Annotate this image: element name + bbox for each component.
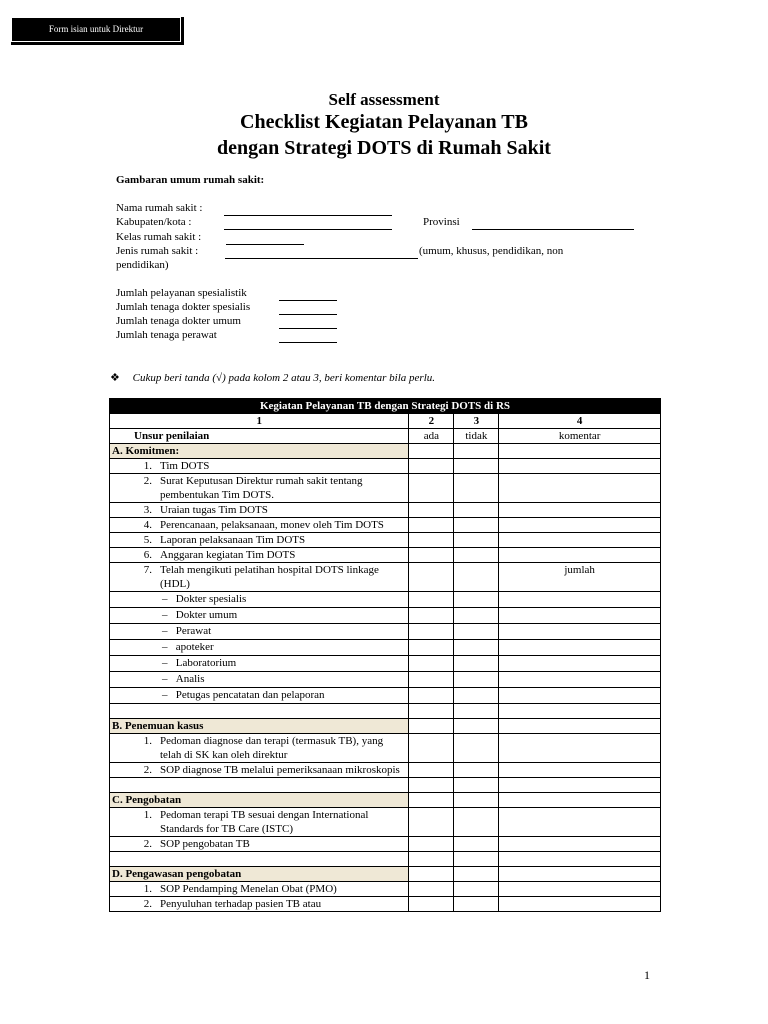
table-row: 2. Penyuluhan terhadap pasien TB atau bbox=[110, 897, 661, 912]
title-line-1: Self assessment bbox=[328, 90, 440, 109]
sub-item-label: Laboratorium bbox=[175, 657, 237, 669]
comment-cell[interactable] bbox=[499, 837, 661, 852]
table-header-row bbox=[110, 399, 661, 414]
table-row: 2. SOP pengobatan TB bbox=[110, 837, 661, 852]
check-ada[interactable] bbox=[409, 882, 454, 897]
section-row bbox=[110, 719, 661, 734]
comment-cell[interactable] bbox=[499, 672, 661, 688]
check-tidak[interactable] bbox=[454, 808, 499, 837]
item-label: SOP Pendamping Menelan Obat (PMO) bbox=[160, 883, 337, 895]
kabupaten-label: Kabupaten/kota : bbox=[116, 216, 192, 228]
sub-item-row: – Analis bbox=[110, 672, 661, 688]
check-tidak[interactable] bbox=[454, 444, 499, 459]
check-tidak[interactable] bbox=[454, 688, 499, 704]
check-ada[interactable] bbox=[409, 444, 454, 459]
section-b-heading: B. Penemuan kasus bbox=[110, 719, 409, 734]
nama-field[interactable] bbox=[224, 202, 392, 216]
table-row: 2. SOP diagnose TB melalui pemeriksanaan mikroskopis bbox=[110, 763, 661, 778]
table-row: 5. Laporan pelaksanaan Tim DOTS bbox=[110, 533, 661, 548]
check-tidak[interactable] bbox=[454, 548, 499, 563]
comment-cell[interactable] bbox=[499, 763, 661, 778]
sub-item-row: – Perawat bbox=[110, 624, 661, 640]
check-ada[interactable] bbox=[409, 688, 454, 704]
check-tidak[interactable] bbox=[454, 837, 499, 852]
item-label: Laporan pelaksanaan Tim DOTS bbox=[160, 534, 306, 546]
comment-cell[interactable] bbox=[499, 688, 661, 704]
sub-item-label: Perawat bbox=[175, 625, 212, 637]
provinsi-label: Provinsi bbox=[423, 216, 460, 228]
comment-cell[interactable] bbox=[499, 608, 661, 624]
sub-item-row: – Laboratorium bbox=[110, 656, 661, 672]
table-row: 7. Telah mengikuti pelatihan hospital DOTS linkage (HDL) jumlah bbox=[110, 563, 661, 592]
sub-item-row: – Petugas pencatatan dan pelaporan bbox=[110, 688, 661, 704]
check-tidak[interactable] bbox=[454, 624, 499, 640]
check-ada[interactable] bbox=[409, 763, 454, 778]
jumlah-label: jumlah bbox=[499, 563, 661, 592]
page-number: 1 bbox=[644, 968, 650, 982]
check-ada[interactable] bbox=[409, 656, 454, 672]
section-c-heading: C. Pengobatan bbox=[110, 793, 409, 808]
check-tidak[interactable] bbox=[454, 672, 499, 688]
col-unsur-label: Unsur penilaian bbox=[110, 429, 409, 444]
empty-row bbox=[110, 778, 661, 793]
check-ada[interactable] bbox=[409, 624, 454, 640]
check-tidak[interactable] bbox=[454, 459, 499, 474]
check-tidak[interactable] bbox=[454, 503, 499, 518]
sub-item-label: Analis bbox=[175, 673, 205, 685]
check-ada[interactable] bbox=[409, 548, 454, 563]
instruction-note bbox=[110, 371, 435, 384]
comment-cell[interactable] bbox=[499, 719, 661, 734]
col-tidak-label: tidak bbox=[454, 429, 499, 444]
check-ada[interactable] bbox=[409, 640, 454, 656]
sub-item-row: – Dokter umum bbox=[110, 608, 661, 624]
check-tidak[interactable] bbox=[454, 640, 499, 656]
jumlah-perawat-field[interactable] bbox=[279, 329, 337, 343]
comment-cell[interactable] bbox=[499, 548, 661, 563]
col-4-number: 4 bbox=[499, 414, 661, 429]
check-tidak[interactable] bbox=[454, 563, 499, 592]
jumlah-dokter-umum-label: Jumlah tenaga dokter umum bbox=[116, 315, 241, 327]
comment-cell[interactable] bbox=[499, 459, 661, 474]
check-ada[interactable] bbox=[409, 459, 454, 474]
check-tidak[interactable] bbox=[454, 608, 499, 624]
column-number-row bbox=[110, 414, 661, 429]
comment-cell[interactable] bbox=[499, 882, 661, 897]
jumlah-dokter-umum-field[interactable] bbox=[279, 315, 337, 329]
check-tidak[interactable] bbox=[454, 533, 499, 548]
check-tidak[interactable] bbox=[454, 656, 499, 672]
section-row bbox=[110, 867, 661, 882]
col-1-number: 1 bbox=[110, 414, 409, 429]
check-ada[interactable] bbox=[409, 808, 454, 837]
comment-cell[interactable] bbox=[499, 808, 661, 837]
item-label: Tim DOTS bbox=[160, 460, 210, 472]
section-a-heading: A. Komitmen: bbox=[110, 444, 409, 459]
comment-cell[interactable] bbox=[499, 503, 661, 518]
check-tidak[interactable] bbox=[454, 882, 499, 897]
nama-label: Nama rumah sakit : bbox=[116, 202, 203, 214]
section-row bbox=[110, 793, 661, 808]
table-row: 1. Tim DOTS bbox=[110, 459, 661, 474]
check-ada[interactable] bbox=[409, 474, 454, 503]
item-label: Penyuluhan terhadap pasien TB atau bbox=[160, 898, 322, 910]
sub-item-label: Dokter umum bbox=[175, 609, 238, 621]
check-tidak[interactable] bbox=[454, 734, 499, 763]
jumlah-spesialistik-field[interactable] bbox=[279, 287, 337, 301]
jenis-label: Jenis rumah sakit : bbox=[116, 245, 199, 257]
sub-item-label: apoteker bbox=[175, 641, 214, 653]
check-tidak[interactable] bbox=[454, 592, 499, 608]
section-d-heading: D. Pengawasan pengobatan bbox=[110, 867, 409, 882]
comment-cell[interactable] bbox=[499, 656, 661, 672]
check-ada[interactable] bbox=[409, 897, 454, 912]
check-tidak[interactable] bbox=[454, 474, 499, 503]
item-label: Surat Keputusan Direktur rumah sakit tentang pembentukan Tim DOTS. bbox=[160, 475, 363, 501]
check-ada[interactable] bbox=[409, 608, 454, 624]
form-badge: Form isian untuk Direktur bbox=[11, 17, 181, 42]
jenis-field[interactable] bbox=[225, 245, 418, 259]
item-label: Pedoman diagnose dan terapi (termasuk TB), yang telah di SK kan oleh direktur bbox=[160, 735, 384, 761]
check-ada[interactable] bbox=[409, 533, 454, 548]
jumlah-perawat-label: Jumlah tenaga perawat bbox=[116, 329, 217, 341]
column-label-row bbox=[110, 429, 661, 444]
kelas-label: Kelas rumah sakit : bbox=[116, 231, 202, 243]
jenis-note-cont: pendidikan) bbox=[116, 259, 169, 271]
sub-item-row: – apoteker bbox=[110, 640, 661, 656]
col-2-number: 2 bbox=[409, 414, 454, 429]
check-ada[interactable] bbox=[409, 503, 454, 518]
check-ada[interactable] bbox=[409, 672, 454, 688]
check-tidak[interactable] bbox=[454, 518, 499, 533]
comment-cell[interactable] bbox=[499, 897, 661, 912]
comment-cell[interactable] bbox=[499, 793, 661, 808]
jenis-note: (umum, khusus, pendidikan, non bbox=[419, 245, 564, 257]
item-label: SOP pengobatan TB bbox=[160, 838, 250, 850]
check-ada[interactable] bbox=[409, 518, 454, 533]
check-ada[interactable] bbox=[409, 563, 454, 592]
col-komentar-label: komentar bbox=[499, 429, 661, 444]
check-ada[interactable] bbox=[409, 719, 454, 734]
check-ada[interactable] bbox=[409, 734, 454, 763]
title-line-3: dengan Strategi DOTS di Rumah Sakit bbox=[217, 137, 551, 159]
comment-cell[interactable] bbox=[499, 518, 661, 533]
table-header: Kegiatan Pelayanan TB dengan Strategi DOTS di RS bbox=[110, 399, 661, 414]
empty-row bbox=[110, 704, 661, 719]
item-label: SOP diagnose TB melalui pemeriksanaan mikroskopis bbox=[160, 764, 400, 776]
item-label: Anggaran kegiatan Tim DOTS bbox=[160, 549, 296, 561]
table-row: 2. Surat Keputusan Direktur rumah sakit tentang pembentukan Tim DOTS. bbox=[110, 474, 661, 503]
provinsi-field[interactable] bbox=[472, 216, 634, 230]
general-heading: Gambaran umum rumah sakit: bbox=[116, 174, 265, 186]
kabupaten-field[interactable] bbox=[224, 216, 392, 230]
check-tidak[interactable] bbox=[454, 763, 499, 778]
check-ada[interactable] bbox=[409, 793, 454, 808]
check-ada[interactable] bbox=[409, 837, 454, 852]
table-row: 1. SOP Pendamping Menelan Obat (PMO) bbox=[110, 882, 661, 897]
check-tidak[interactable] bbox=[454, 867, 499, 882]
comment-cell[interactable] bbox=[499, 444, 661, 459]
jumlah-dokter-spesialis-field[interactable] bbox=[279, 301, 337, 315]
diamond-bullet-icon: ❖ bbox=[110, 372, 120, 384]
sub-item-row: – Dokter spesialis bbox=[110, 592, 661, 608]
form-badge-shadow bbox=[11, 17, 184, 45]
col-3-number: 3 bbox=[454, 414, 499, 429]
comment-cell[interactable] bbox=[499, 867, 661, 882]
kelas-field[interactable] bbox=[226, 231, 304, 245]
check-ada[interactable] bbox=[409, 592, 454, 608]
comment-cell[interactable] bbox=[499, 734, 661, 763]
comment-cell[interactable] bbox=[499, 474, 661, 503]
table-row: 6. Anggaran kegiatan Tim DOTS bbox=[110, 548, 661, 563]
comment-cell[interactable] bbox=[499, 592, 661, 608]
jumlah-spesialistik-label: Jumlah pelayanan spesialistik bbox=[116, 287, 247, 299]
section-row bbox=[110, 444, 661, 459]
check-tidak[interactable] bbox=[454, 897, 499, 912]
comment-cell[interactable] bbox=[499, 533, 661, 548]
sub-item-label: Dokter spesialis bbox=[175, 593, 247, 605]
checklist-table bbox=[109, 398, 661, 912]
item-label: Pedoman terapi TB sesuai dengan International Standards for TB Care (ISTC) bbox=[160, 809, 369, 835]
jumlah-dokter-spesialis-label: Jumlah tenaga dokter spesialis bbox=[116, 301, 251, 313]
table-row: 1. Pedoman terapi TB sesuai dengan International Standards for TB Care (ISTC) bbox=[110, 808, 661, 837]
instruction-text: Cukup beri tanda (√) pada kolom 2 atau 3, beri komentar bila perlu. bbox=[132, 372, 436, 384]
table-row: 3. Uraian tugas Tim DOTS bbox=[110, 503, 661, 518]
comment-cell[interactable] bbox=[499, 640, 661, 656]
table-row: 4. Perencanaan, pelaksanaan, monev oleh Tim DOTS bbox=[110, 518, 661, 533]
item-label: Uraian tugas Tim DOTS bbox=[160, 504, 268, 516]
item-label: Telah mengikuti pelatihan hospital DOTS linkage (HDL) bbox=[160, 564, 379, 590]
table-row: 1. Pedoman diagnose dan terapi (termasuk TB), yang telah di SK kan oleh direktur bbox=[110, 734, 661, 763]
col-ada-label: ada bbox=[409, 429, 454, 444]
empty-row bbox=[110, 852, 661, 867]
check-ada[interactable] bbox=[409, 867, 454, 882]
sub-item-label: Petugas pencatatan dan pelaporan bbox=[175, 689, 325, 701]
item-label: Perencanaan, pelaksanaan, monev oleh Tim DOTS bbox=[160, 519, 384, 531]
check-tidak[interactable] bbox=[454, 719, 499, 734]
comment-cell[interactable] bbox=[499, 624, 661, 640]
title-line-2: Checklist Kegiatan Pelayanan TB bbox=[240, 111, 528, 133]
check-tidak[interactable] bbox=[454, 793, 499, 808]
